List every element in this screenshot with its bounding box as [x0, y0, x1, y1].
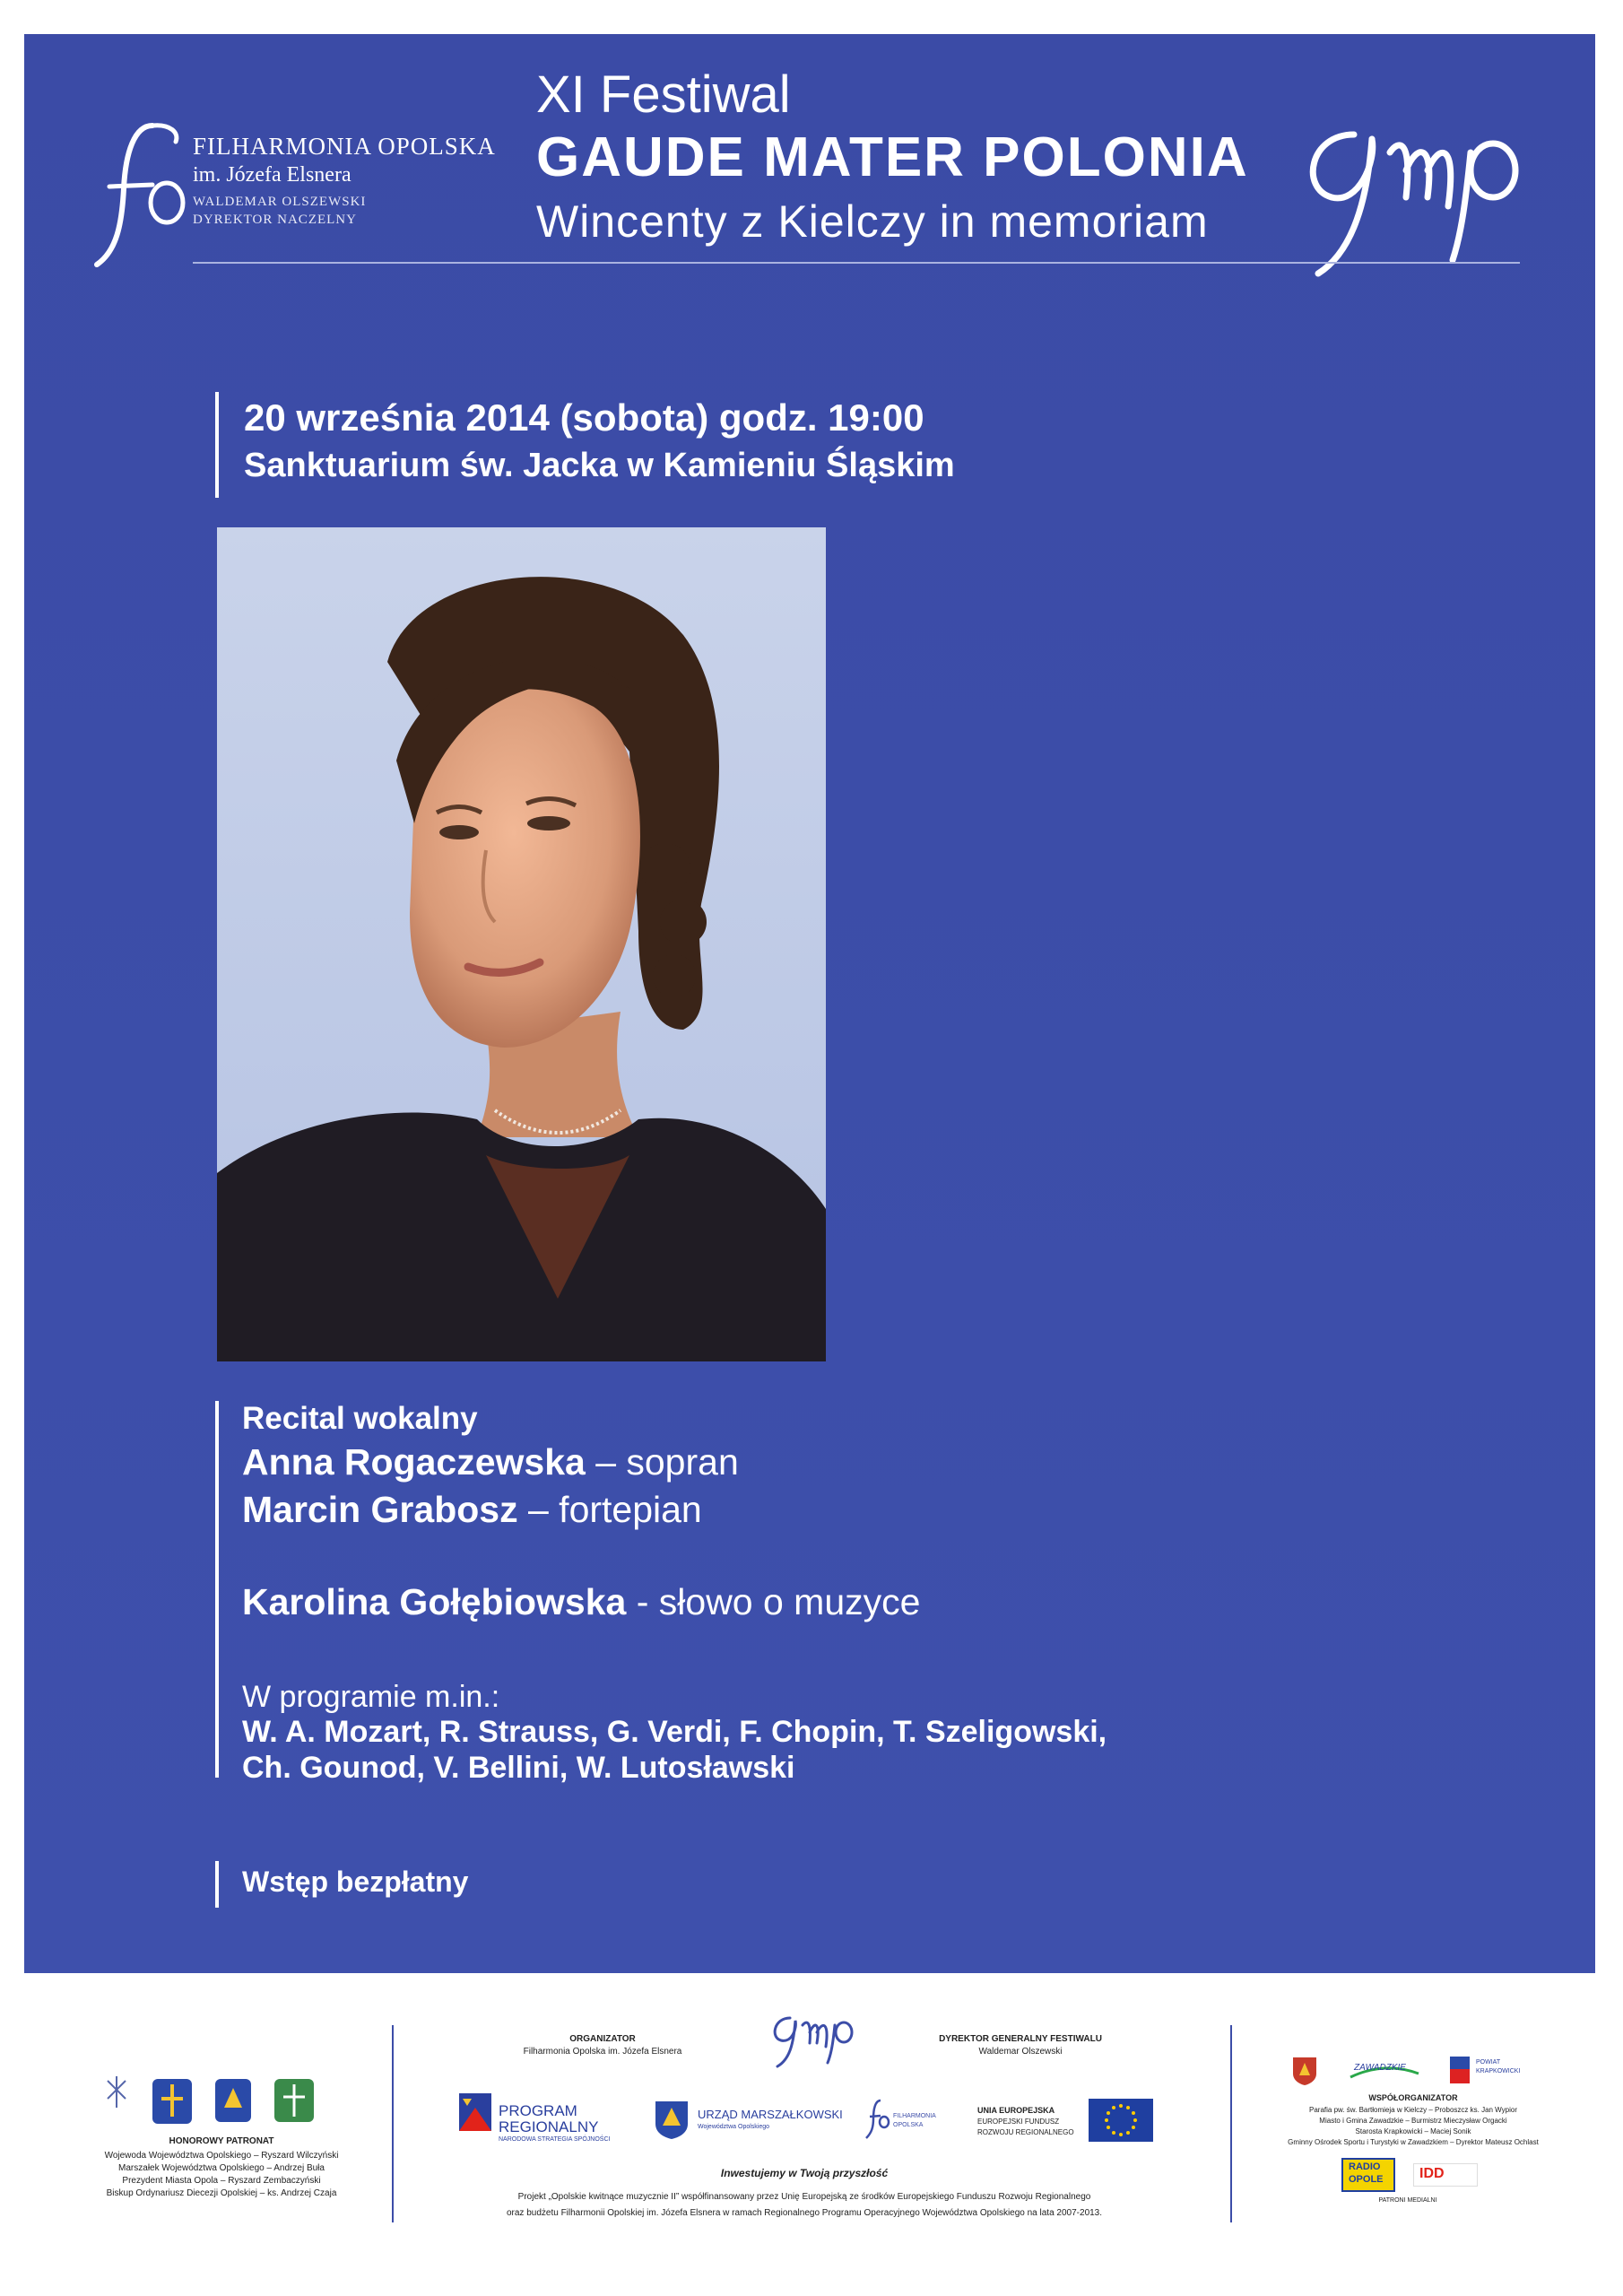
urzad-label-1: URZĄD MARSZAŁKOWSKI	[698, 2108, 843, 2121]
co-organizer-line: Gminny Ośrodek Sportu i Turystyki w Zawadzkiem – Dyrektor Mateusz Ochlast	[1288, 2138, 1539, 2146]
general-director-name: Waldemar Olszewski	[978, 2047, 1063, 2057]
header-divider	[193, 262, 1520, 264]
powiat-label-2: KRAPKOWICKI	[1476, 2068, 1521, 2074]
media-patrons-title: PATRONI MEDIALNI	[1378, 2197, 1437, 2204]
footer-divider-right	[1230, 2025, 1232, 2222]
organizer-name: Filharmonia Opolska im. Józefa Elsnera	[523, 2047, 682, 2057]
radio-label-1: RADIO	[1349, 2161, 1381, 2172]
co-organizer-line: Miasto i Gmina Zawadzkie – Burmistrz Mieczysław Orgacki	[1319, 2117, 1507, 2125]
eu-flag-icon	[1089, 2099, 1153, 2142]
radio-label-2: OPOLE	[1349, 2174, 1384, 2185]
patron-crests-icon	[99, 2072, 332, 2127]
urzad-crest-icon	[653, 2099, 690, 2140]
slogan: Inwestujemy w Twoją przyszłość	[720, 2167, 889, 2179]
host	[242, 1581, 920, 1623]
nto-logo	[1413, 2163, 1478, 2187]
gmp-small-logo-icon	[767, 2007, 864, 2070]
gmp-logo-icon	[1291, 99, 1533, 287]
co-organizer-line: Starosta Krapkowicki – Maciej Sonik	[1355, 2127, 1471, 2135]
patron-line: Marszałek Województwa Opolskiego – Andrzej Buła	[118, 2163, 325, 2173]
program-regionalny-l3: NARODOWA STRATEGIA SPÓJNOŚCI	[499, 2136, 611, 2143]
zawadzkie-label: ZAWADZKIE	[1354, 2063, 1406, 2073]
date-accent-bar	[215, 392, 219, 498]
program-regionalny-l2: REGIONALNY	[499, 2118, 599, 2135]
festival-subtitle: Wincenty z Kielczy in memoriam	[536, 196, 1209, 247]
festival-edition: XI Festiwal	[536, 65, 791, 124]
co-organizer-title: WSPÓŁORGANIZATOR	[1368, 2093, 1458, 2102]
philharmonic-name: FILHARMONIA OPOLSKA	[193, 133, 496, 160]
program-regionalny-icon	[456, 2090, 495, 2135]
performer-name: Anna Rogaczewska	[242, 1441, 586, 1483]
program-intro: W programie m.in.:	[242, 1680, 500, 1714]
radio-opole-logo	[1341, 2158, 1395, 2192]
urzad-label-2: Województwa Opolskiego	[698, 2124, 770, 2130]
program-line-2: Ch. Gounod, V. Bellini, W. Lutosławski	[242, 1751, 795, 1785]
kielcza-crest-icon	[1291, 2056, 1318, 2086]
organizer-title: ORGANIZATOR	[569, 2034, 636, 2044]
footer-divider-left	[392, 2025, 394, 2222]
general-director-title: DYREKTOR GENERALNY FESTIWALU	[939, 2034, 1102, 2044]
performer-role: – fortepian	[517, 1489, 702, 1530]
powiat-label-1: POWIAT	[1476, 2059, 1501, 2066]
event-place: Sanktuarium św. Jacka w Kamieniu Śląskim	[244, 447, 955, 484]
director-name: WALDEMAR OLSZEWSKI	[193, 195, 367, 209]
eu-label-1: UNIA EUROPEJSKA	[977, 2106, 1055, 2115]
filharmonia-small-l2: OPOLSKA	[893, 2122, 924, 2128]
performer-portrait	[217, 527, 826, 1361]
program-regionalny-l1: PROGRAM	[499, 2102, 577, 2119]
admission-accent-bar	[215, 1861, 219, 1908]
powiat-crest-icon	[1449, 2056, 1471, 2084]
filharmonia-small-logo-icon	[864, 2097, 891, 2140]
eu-label-2: EUROPEJSKI FUNDUSZ	[977, 2118, 1060, 2126]
performer-role: – sopran	[585, 1441, 739, 1483]
program-line-1: W. A. Mozart, R. Strauss, G. Verdi, F. Chopin, T. Szeligowski,	[242, 1715, 1107, 1749]
host-name: Karolina Gołębiowska	[242, 1581, 627, 1622]
admission-note: Wstęp bezpłatny	[242, 1866, 469, 1898]
eu-label-3: ROZWOJU REGIONALNEGO	[977, 2128, 1074, 2136]
director-title: DYREKTOR NACZELNY	[193, 213, 357, 227]
performer-soprano	[242, 1441, 739, 1483]
project-line-2: oraz budżetu Filharmonii Opolskiej im. Józefa Elsnera w ramach Regionalnego Programu Operacyjnego Województwa Opolskiego na lata 2007-2013.	[506, 2208, 1103, 2218]
patron-line: Prezydent Miasta Opola – Ryszard Zembaczyński	[122, 2176, 321, 2186]
patron-title: HONOROWY PATRONAT	[169, 2136, 274, 2146]
host-role: - słowo o muzyce	[626, 1581, 921, 1622]
event-date: 20 września 2014 (sobota) godz. 19:00	[244, 396, 924, 439]
filharmonia-small-l1: FILHARMONIA	[893, 2113, 936, 2119]
recital-title: Recital wokalny	[242, 1401, 478, 1436]
performer-piano	[242, 1489, 702, 1531]
festival-title: GAUDE MATER POLONIA	[536, 126, 1249, 188]
patron-line: Biskup Ordynariusz Diecezji Opolskiej – ks. Andrzej Czaja	[106, 2188, 337, 2198]
nto-label: IDD	[1419, 2166, 1445, 2181]
recital-accent-bar	[215, 1401, 219, 1778]
project-line-1: Projekt „Opolskie kwitnące muzycznie II” współfinansowany przez Unię Europejską ze środków Europejskiego Funduszu Rozwoju Regionalnego	[517, 2192, 1091, 2202]
patron-line: Wojewoda Województwa Opolskiego – Ryszard Wilczyński	[104, 2151, 339, 2161]
performer-name: Marcin Grabosz	[242, 1489, 518, 1530]
co-organizer-line: Parafia pw. św. Bartłomieja w Kielczy – Proboszcz ks. Jan Wypior	[1308, 2106, 1518, 2114]
philharmonic-subtitle: im. Józefa Elsnera	[193, 163, 352, 187]
